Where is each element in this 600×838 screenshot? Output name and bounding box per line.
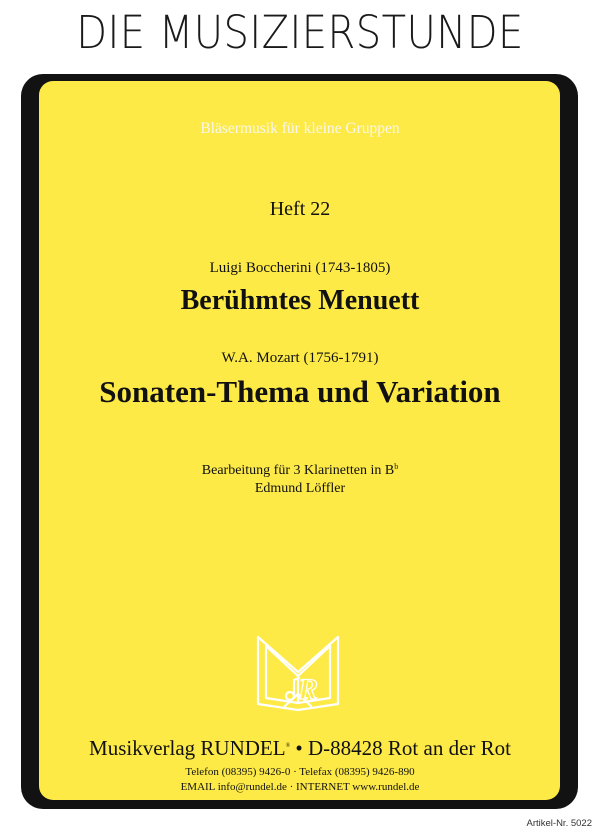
- registered-mark: ®: [285, 743, 291, 749]
- publisher-email-web: EMAIL info@rundel.de · INTERNET www.rundel.de: [180, 781, 420, 793]
- logo-letter-r: R: [298, 673, 319, 706]
- masthead-title: DIE MUSIZIERSTUNDE: [76, 6, 524, 59]
- publisher-phone-fax: Telefon (08395) 9426-0 · Telefax (08395) 9426-890: [185, 766, 415, 778]
- arrangement-flat-superscript: b: [394, 462, 399, 471]
- composer-mozart: W.A. Mozart (1756-1791): [221, 350, 379, 366]
- publisher-name: Musikverlag RUNDEL: [89, 736, 286, 760]
- publisher-line: [0, 736, 600, 761]
- arranger-name: Edmund Löffler: [254, 481, 346, 496]
- article-number: Artikel-Nr. 5022: [526, 818, 592, 829]
- rundel-publisher-logo-icon: [255, 632, 341, 712]
- piece-title-sonaten-thema: Sonaten-Thema und Variation: [99, 374, 501, 409]
- issue-number: Heft 22: [269, 198, 331, 220]
- arrangement-line: [0, 462, 600, 479]
- series-subtitle: Bläsermusik für kleine Gruppen: [200, 120, 400, 137]
- publisher-address: • D-88428 Rot an der Rot: [290, 736, 511, 760]
- composer-boccherini: Luigi Boccherini (1743-1805): [209, 260, 391, 276]
- piece-title-menuett: Berühmtes Menuett: [180, 285, 420, 316]
- arrangement-text: Bearbeitung für 3 Klarinetten in B: [201, 463, 395, 478]
